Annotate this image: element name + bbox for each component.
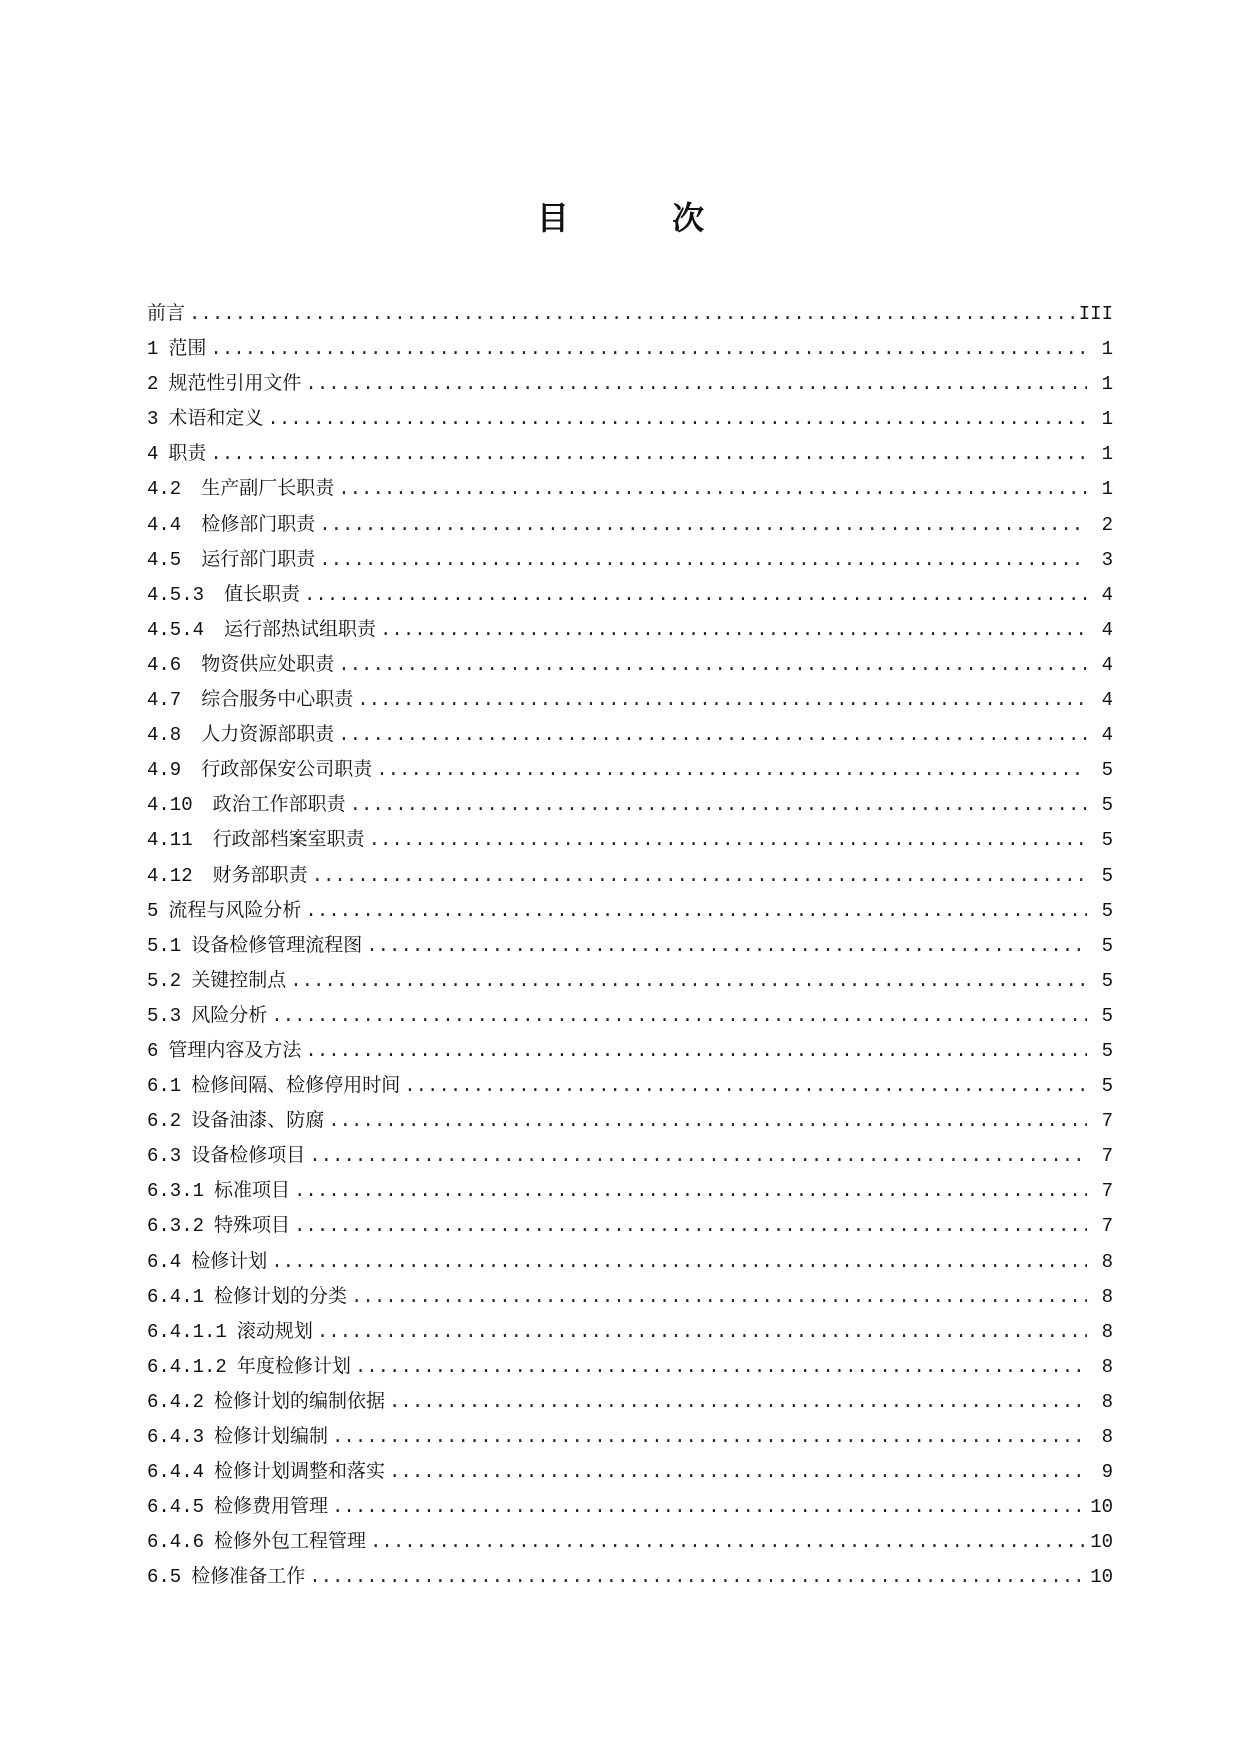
toc-entry[interactable] (147, 791, 1113, 826)
toc-dot-leader (309, 1564, 1086, 1590)
toc-entry-number: 6.1 (147, 1075, 182, 1098)
toc-entry-number: 4.5 (147, 548, 182, 571)
toc-entry-number: 6.4 (147, 1250, 182, 1273)
toc-entry-page-number: 8 (1101, 1426, 1113, 1448)
toc-entry-page-number: 8 (1101, 1390, 1113, 1413)
toc-entry-title: 风险分析 (191, 1003, 268, 1026)
toc-entry-page-number: 4 (1101, 653, 1113, 676)
toc-entry-title: 运行部门职责 (201, 547, 316, 570)
toc-entry-number: 6.4.1.1 (147, 1320, 227, 1343)
toc-entry-title: 前言 (147, 302, 186, 324)
toc-entry-page-number: 10 (1090, 1566, 1113, 1589)
toc-entry[interactable] (147, 405, 1113, 440)
toc-entry-title: 职责 (168, 442, 207, 465)
toc-entry-page-number: 5 (1101, 1075, 1113, 1098)
toc-dot-leader (317, 1319, 1087, 1345)
toc-entry[interactable] (147, 616, 1113, 651)
toc-entry-title: 术语和定义 (168, 407, 264, 430)
toc-dot-leader (319, 512, 1087, 538)
toc-entry-number: 5.2 (147, 969, 182, 992)
toc-entry-page-number: 1 (1101, 478, 1113, 501)
toc-entry[interactable] (147, 1353, 1113, 1388)
toc-entry-page-number: 8 (1101, 1250, 1113, 1273)
table-of-contents (147, 300, 1113, 1598)
toc-entry-page-number: 5 (1101, 864, 1113, 887)
toc-entry-number: 6.2 (147, 1110, 182, 1133)
toc-entry[interactable] (147, 1002, 1113, 1037)
toc-entry-number: 6.5 (147, 1566, 182, 1589)
toc-entry-title: 关键控制点 (191, 968, 287, 991)
toc-dot-leader (338, 652, 1087, 678)
toc-dot-leader (312, 863, 1087, 889)
toc-entry-title: 规范性引用文件 (168, 372, 302, 395)
toc-entry-title: 检修外包工程管理 (214, 1530, 367, 1553)
toc-entry-number: 1 (147, 338, 159, 361)
toc-entry-title: 设备检修管理流程图 (191, 933, 363, 956)
toc-entry[interactable] (147, 581, 1113, 616)
toc-entry-title: 范围 (168, 337, 207, 360)
toc-entry-number: 4.7 (147, 689, 182, 712)
toc-entry[interactable] (147, 1072, 1113, 1107)
toc-entry-page-number: 5 (1101, 969, 1113, 992)
toc-entry[interactable] (147, 1528, 1113, 1563)
toc-entry[interactable] (147, 511, 1113, 546)
toc-entry-page-number: III (1078, 303, 1113, 325)
toc-dot-leader (351, 1284, 1087, 1310)
toc-entry[interactable] (147, 1107, 1113, 1142)
toc-entry-page-number: 4 (1101, 583, 1113, 606)
toc-entry[interactable] (147, 1423, 1113, 1458)
toc-entry-page-number: 5 (1101, 934, 1113, 957)
toc-entry-title: 政治工作部职责 (212, 793, 346, 816)
toc-dot-leader (271, 1249, 1087, 1275)
toc-entry-number: 4.8 (147, 724, 182, 747)
toc-dot-leader (389, 1389, 1087, 1415)
toc-entry-title: 检修部门职责 (201, 512, 316, 535)
toc-entry-number: 3 (147, 408, 159, 431)
toc-dot-leader (376, 757, 1087, 783)
toc-entry-page-number: 7 (1101, 1110, 1113, 1133)
toc-entry[interactable] (147, 1563, 1113, 1598)
toc-entry-page-number: 8 (1101, 1320, 1113, 1343)
toc-entry-number: 5 (147, 899, 159, 922)
toc-entry-title: 年度检修计划 (236, 1354, 351, 1377)
toc-entry-page-number: 5 (1101, 829, 1113, 852)
toc-entry-number: 6.4.1.2 (147, 1355, 227, 1378)
toc-entry-number: 6.3.2 (147, 1215, 205, 1238)
toc-entry[interactable] (147, 1037, 1113, 1072)
toc-entry[interactable] (147, 1248, 1113, 1283)
toc-entry-title: 检修计划的分类 (214, 1284, 348, 1307)
toc-entry-number: 6 (147, 1039, 159, 1062)
toc-entry-page-number: 5 (1101, 794, 1113, 817)
toc-entry-page-number: 4 (1101, 689, 1113, 712)
toc-dot-leader (271, 1003, 1087, 1029)
toc-dot-leader (338, 722, 1087, 748)
toc-entry-page-number: 9 (1101, 1461, 1113, 1484)
toc-entry-page-number: 5 (1101, 899, 1113, 922)
toc-entry-number: 6.4.1 (147, 1285, 205, 1308)
toc-entry-title: 检修计划调整和落实 (214, 1460, 386, 1483)
toc-entry[interactable] (147, 897, 1113, 932)
toc-entry-number: 4.11 (147, 829, 193, 852)
toc-dot-leader (319, 547, 1087, 573)
toc-entry-page-number: 3 (1101, 548, 1113, 571)
toc-entry[interactable] (147, 721, 1113, 756)
toc-entry-number: 4.6 (147, 653, 182, 676)
toc-entry-number: 6.4.4 (147, 1461, 205, 1484)
toc-entry-number: 4.9 (147, 759, 182, 782)
toc-dot-leader (350, 792, 1087, 818)
toc-dot-leader (369, 827, 1087, 853)
toc-dot-leader (328, 1108, 1087, 1134)
toc-entry[interactable] (147, 1458, 1113, 1493)
toc-entry-title: 行政部保安公司职责 (201, 758, 373, 781)
toc-dot-leader (370, 1529, 1086, 1555)
toc-dot-leader (332, 1424, 1087, 1450)
toc-entry[interactable] (147, 335, 1113, 370)
toc-entry-page-number: 10 (1090, 1496, 1113, 1519)
toc-entry[interactable] (147, 1388, 1113, 1423)
toc-entry-page-number: 1 (1101, 373, 1113, 396)
toc-dot-leader (290, 968, 1087, 994)
toc-dot-leader (305, 1038, 1087, 1064)
toc-entry-number: 4.5.4 (147, 618, 205, 641)
toc-entry-page-number: 4 (1101, 618, 1113, 641)
toc-entry[interactable] (147, 967, 1113, 1002)
toc-entry-title: 检修费用管理 (214, 1495, 329, 1518)
toc-dot-leader (309, 1143, 1087, 1169)
toc-dot-leader (338, 476, 1087, 502)
toc-entry[interactable] (147, 686, 1113, 721)
toc-entry[interactable] (147, 932, 1113, 967)
toc-entry-page-number: 10 (1090, 1531, 1113, 1554)
toc-entry-page-number: 2 (1101, 513, 1113, 536)
toc-entry[interactable] (147, 1318, 1113, 1353)
toc-dot-leader (189, 301, 1075, 327)
toc-dot-leader (404, 1073, 1087, 1099)
toc-entry-number: 4.12 (147, 864, 193, 887)
toc-entry-title: 设备油漆、防腐 (191, 1109, 325, 1132)
toc-entry-page-number: 8 (1101, 1285, 1113, 1308)
toc-entry-page-number: 1 (1101, 443, 1113, 466)
toc-entry-page-number: 5 (1101, 759, 1113, 782)
toc-entry-number: 4 (147, 443, 159, 466)
toc-entry-number: 6.4.3 (147, 1426, 205, 1448)
toc-entry[interactable] (147, 862, 1113, 897)
toc-entry-title: 物资供应处职责 (201, 652, 335, 675)
toc-entry-page-number: 4 (1101, 724, 1113, 747)
toc-entry-title: 值长职责 (224, 582, 301, 605)
toc-dot-leader (210, 336, 1087, 362)
toc-entry-number: 5.1 (147, 934, 182, 957)
toc-dot-leader (332, 1494, 1086, 1520)
toc-entry-page-number: 7 (1101, 1215, 1113, 1238)
toc-entry-title: 人力资源部职责 (201, 723, 335, 746)
toc-entry-number: 2 (147, 373, 159, 396)
toc-entry-title: 特殊项目 (214, 1214, 291, 1237)
toc-entry-number: 4.10 (147, 794, 193, 817)
toc-entry-page-number: 5 (1101, 1039, 1113, 1062)
toc-entry-title: 检修计划的编制依据 (214, 1389, 386, 1412)
toc-entry-title: 财务部职责 (212, 863, 308, 886)
toc-entry-page-number: 1 (1101, 338, 1113, 361)
toc-entry-number: 6.3 (147, 1145, 182, 1168)
toc-entry-number: 6.4.2 (147, 1390, 205, 1413)
toc-entry-number: 4.2 (147, 478, 182, 501)
toc-dot-leader (366, 933, 1087, 959)
toc-entry-title: 设备检修项目 (191, 1144, 306, 1167)
toc-entry[interactable] (147, 756, 1113, 791)
toc-entry[interactable] (147, 370, 1113, 405)
toc-dot-leader (267, 406, 1087, 432)
toc-dot-leader (294, 1178, 1087, 1204)
toc-entry[interactable] (147, 651, 1113, 686)
toc-dot-leader (305, 371, 1087, 397)
toc-entry-title: 管理内容及方法 (168, 1038, 302, 1061)
toc-entry[interactable] (147, 300, 1113, 335)
toc-entry-page-number: 7 (1101, 1180, 1113, 1203)
toc-entry[interactable] (147, 1493, 1113, 1528)
toc-entry[interactable] (147, 440, 1113, 475)
toc-dot-leader (355, 1354, 1087, 1380)
toc-entry[interactable] (147, 475, 1113, 510)
page-title: 目 次 (536, 199, 751, 237)
toc-entry-title: 行政部档案室职责 (212, 828, 365, 851)
toc-entry-number: 5.3 (147, 1004, 182, 1027)
toc-entry-title: 标准项目 (214, 1179, 291, 1202)
toc-dot-leader (305, 898, 1087, 924)
toc-entry-title: 滚动规划 (236, 1319, 313, 1342)
toc-dot-leader (294, 1213, 1087, 1239)
toc-entry[interactable] (147, 1283, 1113, 1318)
toc-entry-page-number: 5 (1101, 1004, 1113, 1027)
toc-entry-title: 流程与风险分析 (168, 898, 302, 921)
toc-entry-number: 6.3.1 (147, 1180, 205, 1203)
toc-entry-title: 检修间隔、检修停用时间 (191, 1074, 401, 1097)
toc-entry-number: 4.4 (147, 513, 182, 536)
toc-dot-leader (210, 441, 1087, 467)
toc-entry-title: 检修计划编制 (214, 1425, 329, 1447)
toc-entry[interactable] (147, 1212, 1113, 1247)
toc-entry-title: 检修计划 (191, 1249, 268, 1272)
toc-dot-leader (357, 687, 1087, 713)
toc-entry-number: 4.5.3 (147, 583, 205, 606)
toc-entry[interactable] (147, 826, 1113, 861)
toc-entry-title: 检修准备工作 (191, 1565, 306, 1588)
toc-entry-title: 综合服务中心职责 (201, 688, 354, 711)
toc-entry-number: 6.4.5 (147, 1496, 205, 1519)
toc-entry-title: 运行部热试组职责 (224, 617, 377, 640)
toc-dot-leader (389, 1459, 1087, 1485)
toc-dot-leader (380, 617, 1087, 643)
toc-entry-page-number: 1 (1101, 408, 1113, 431)
toc-entry[interactable] (147, 546, 1113, 581)
toc-entry-page-number: 8 (1101, 1355, 1113, 1378)
toc-dot-leader (304, 582, 1087, 608)
toc-entry[interactable] (147, 1177, 1113, 1212)
toc-entry[interactable] (147, 1142, 1113, 1177)
toc-entry-title: 生产副厂长职责 (201, 477, 335, 500)
toc-entry-page-number: 7 (1101, 1145, 1113, 1168)
toc-entry-number: 6.4.6 (147, 1531, 205, 1554)
